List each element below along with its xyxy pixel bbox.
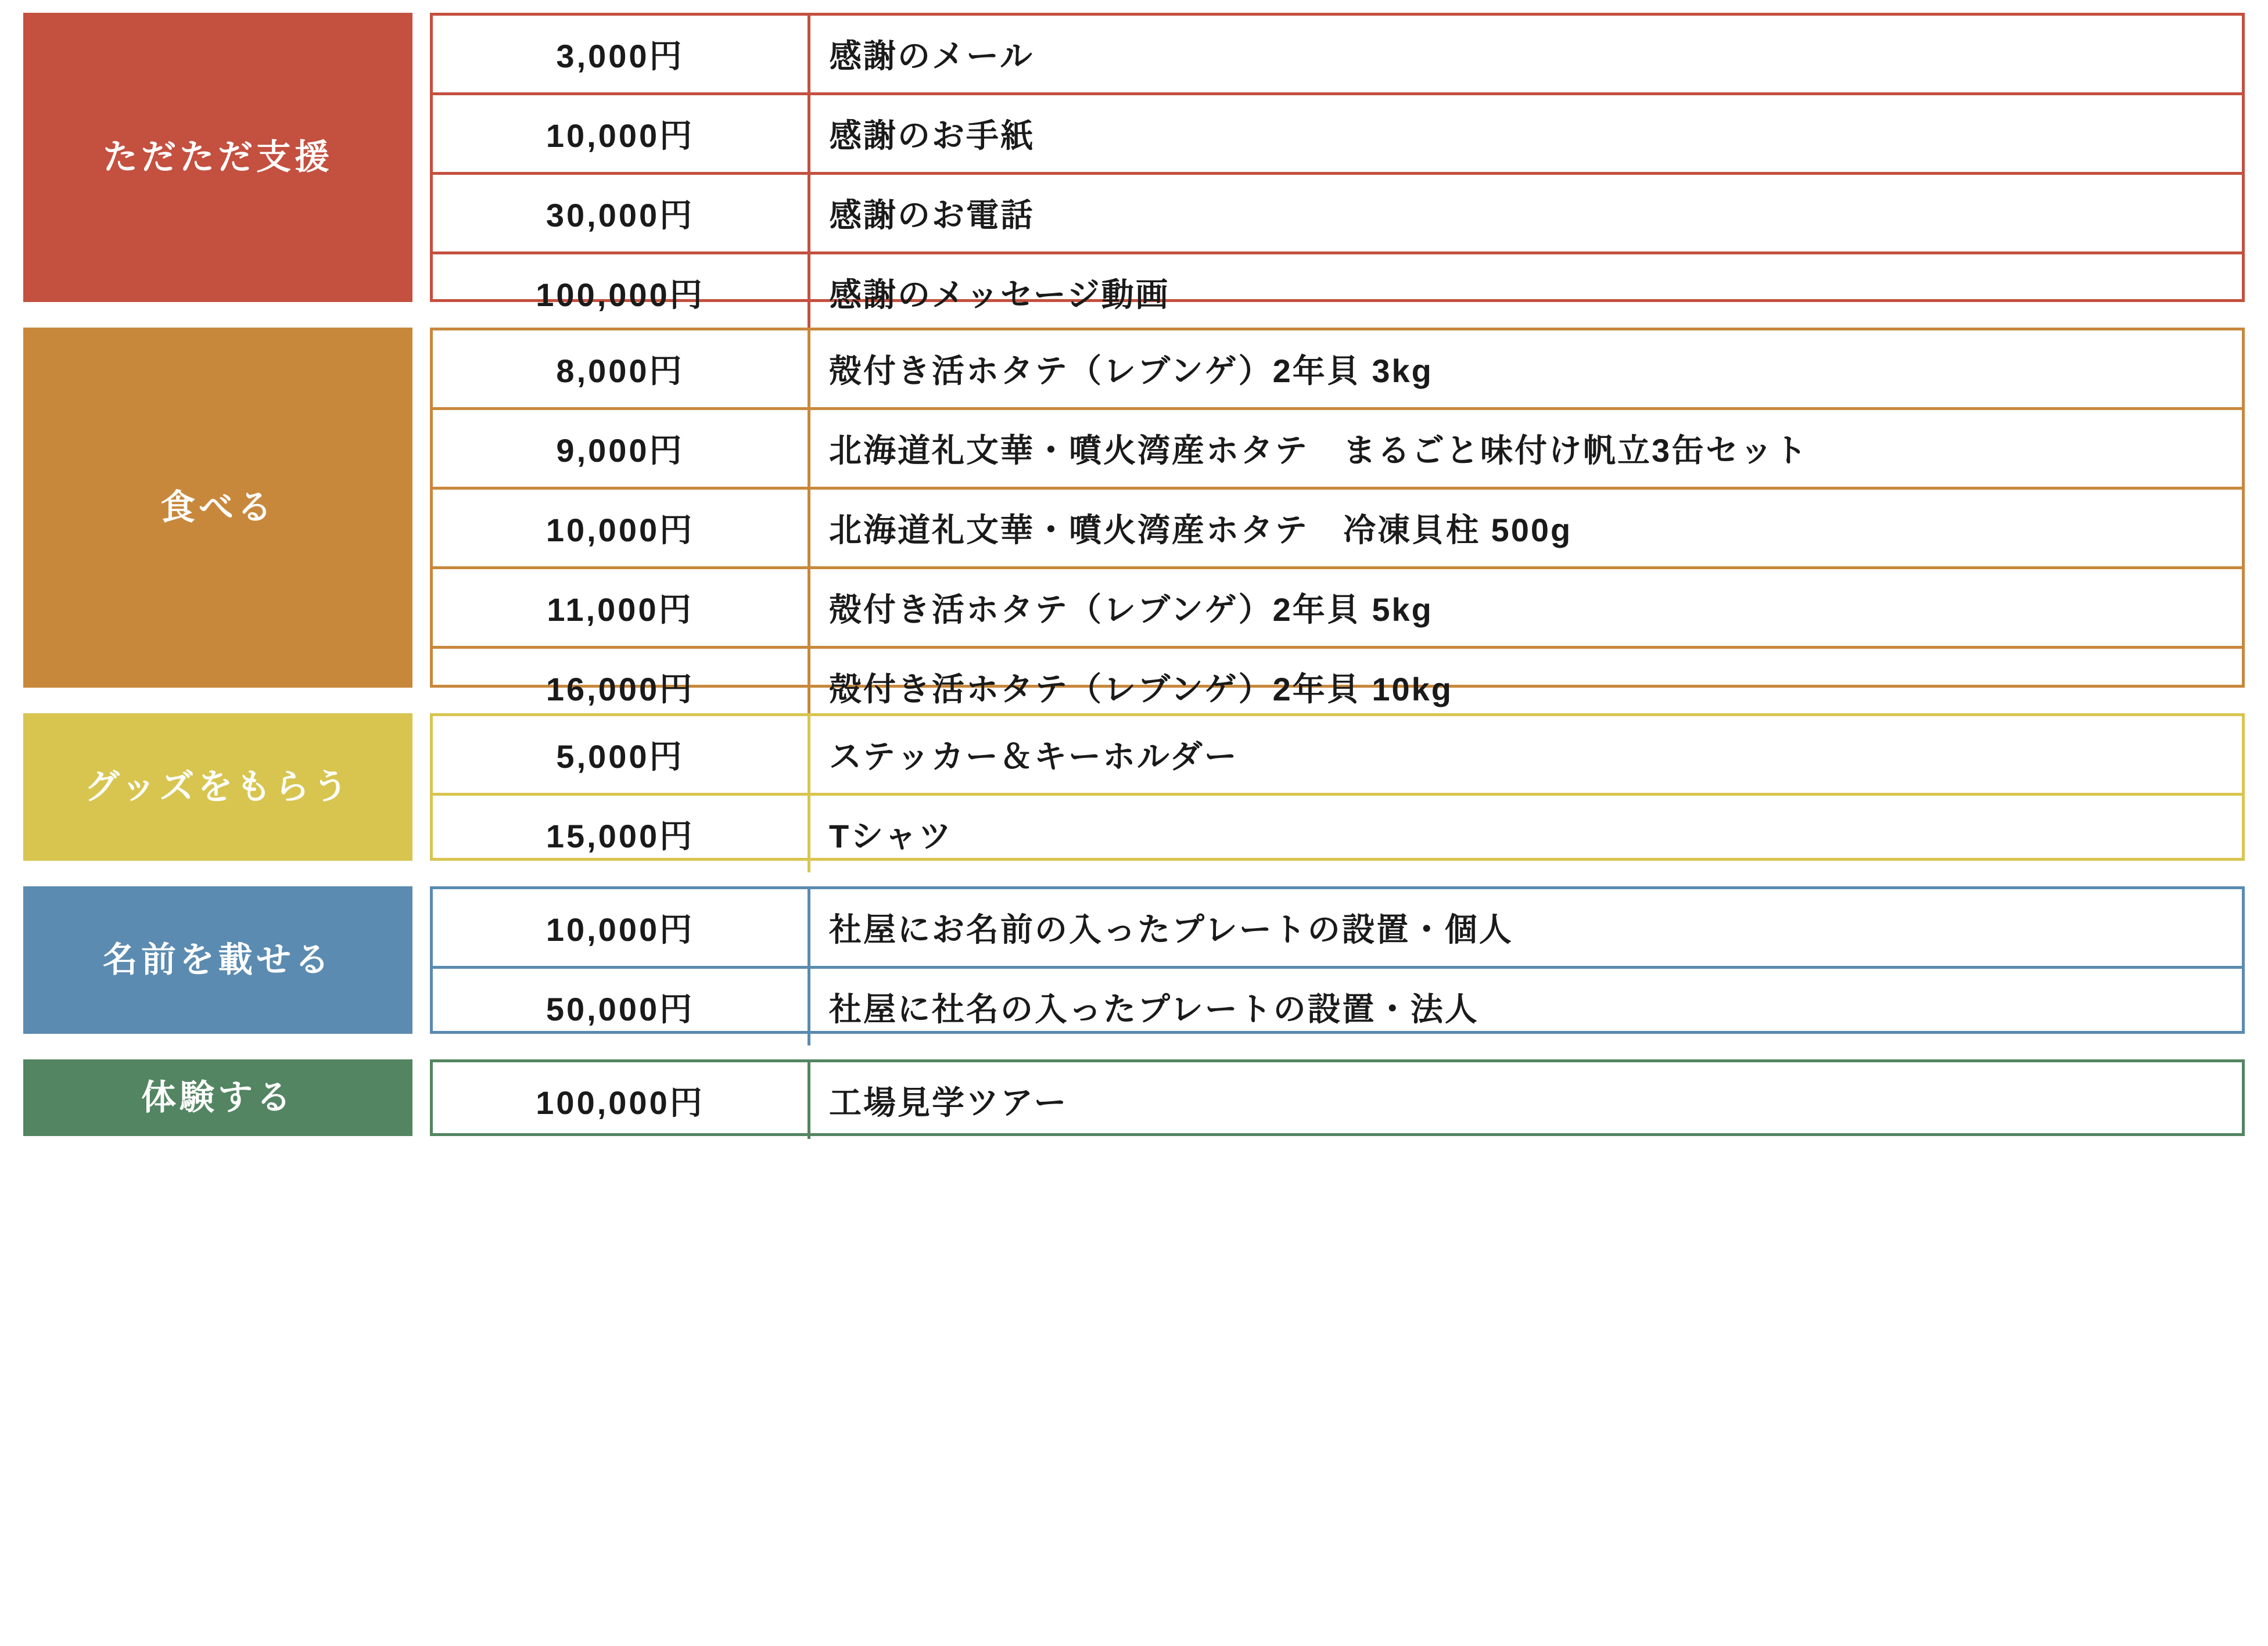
return-description: 殻付き活ホタテ（レブンゲ）2年貝 5kg bbox=[829, 591, 1433, 628]
return-group bbox=[23, 328, 2245, 707]
return-amount: 100,000円 bbox=[433, 1062, 810, 1139]
return-description: 感謝のメール bbox=[829, 38, 1034, 74]
return-rows bbox=[430, 886, 2245, 1034]
category-label: 食べる bbox=[23, 328, 412, 688]
return-amount: 100,000円 bbox=[433, 254, 810, 331]
return-rows bbox=[430, 1059, 2245, 1136]
table-row bbox=[433, 410, 2242, 490]
return-amount: 8,000円 bbox=[433, 330, 810, 407]
return-group bbox=[23, 886, 2245, 1034]
return-group bbox=[23, 13, 2245, 313]
return-description: 社屋にお名前の入ったプレートの設置・個人 bbox=[829, 911, 1513, 948]
return-description: Tシャツ bbox=[829, 818, 953, 854]
return-description: 感謝のメッセージ動画 bbox=[829, 276, 1170, 313]
table-row bbox=[433, 330, 2242, 410]
table-row bbox=[433, 969, 2242, 1045]
table-row bbox=[433, 95, 2242, 175]
return-rows bbox=[430, 328, 2245, 707]
return-description: 殻付き活ホタテ（レブンゲ）2年貝 3kg bbox=[829, 353, 1433, 389]
return-amount: 5,000円 bbox=[433, 716, 810, 793]
return-rows bbox=[430, 713, 2245, 861]
return-amount: 15,000円 bbox=[433, 796, 810, 872]
return-rows bbox=[430, 13, 2245, 313]
table-row bbox=[433, 16, 2242, 95]
return-description: 感謝のお手紙 bbox=[829, 117, 1035, 154]
return-description: 工場見学ツアー bbox=[829, 1084, 1068, 1121]
category-label: グッズをもらう bbox=[23, 713, 412, 861]
return-amount: 30,000円 bbox=[433, 175, 810, 251]
return-amount: 10,000円 bbox=[433, 95, 810, 172]
return-amount: 11,000円 bbox=[433, 569, 810, 646]
table-row bbox=[433, 569, 2242, 649]
table-row bbox=[433, 175, 2242, 254]
category-label: 体験する bbox=[23, 1059, 412, 1136]
return-amount: 9,000円 bbox=[433, 410, 810, 487]
table-row bbox=[433, 796, 2242, 872]
return-amount: 10,000円 bbox=[433, 490, 810, 566]
table-row bbox=[433, 716, 2242, 796]
return-amount: 10,000円 bbox=[433, 889, 810, 966]
return-description: ステッカー＆キーホルダー bbox=[829, 738, 1239, 775]
return-description: 北海道礼文華・噴火湾産ホタテ 冷凍貝柱 500g bbox=[829, 512, 1573, 548]
return-amount: 3,000円 bbox=[433, 16, 810, 92]
category-label: ただただ支援 bbox=[23, 13, 412, 302]
table-row bbox=[433, 889, 2242, 969]
return-amount: 16,000円 bbox=[433, 649, 810, 725]
return-group bbox=[23, 713, 2245, 861]
return-amount: 50,000円 bbox=[433, 969, 810, 1045]
return-description: 社屋に社名の入ったプレートの設置・法人 bbox=[829, 991, 1479, 1027]
table-row bbox=[433, 254, 2242, 331]
table-row bbox=[433, 1062, 2242, 1139]
return-group bbox=[23, 1059, 2245, 1136]
table-row bbox=[433, 490, 2242, 569]
return-description: 北海道礼文華・噴火湾産ホタテ まるごと味付け帆立3缶セット bbox=[829, 432, 1809, 469]
return-description: 感謝のお電話 bbox=[829, 197, 1035, 233]
category-label: 名前を載せる bbox=[23, 886, 412, 1034]
return-description: 殻付き活ホタテ（レブンゲ）2年貝 10kg bbox=[829, 671, 1453, 707]
